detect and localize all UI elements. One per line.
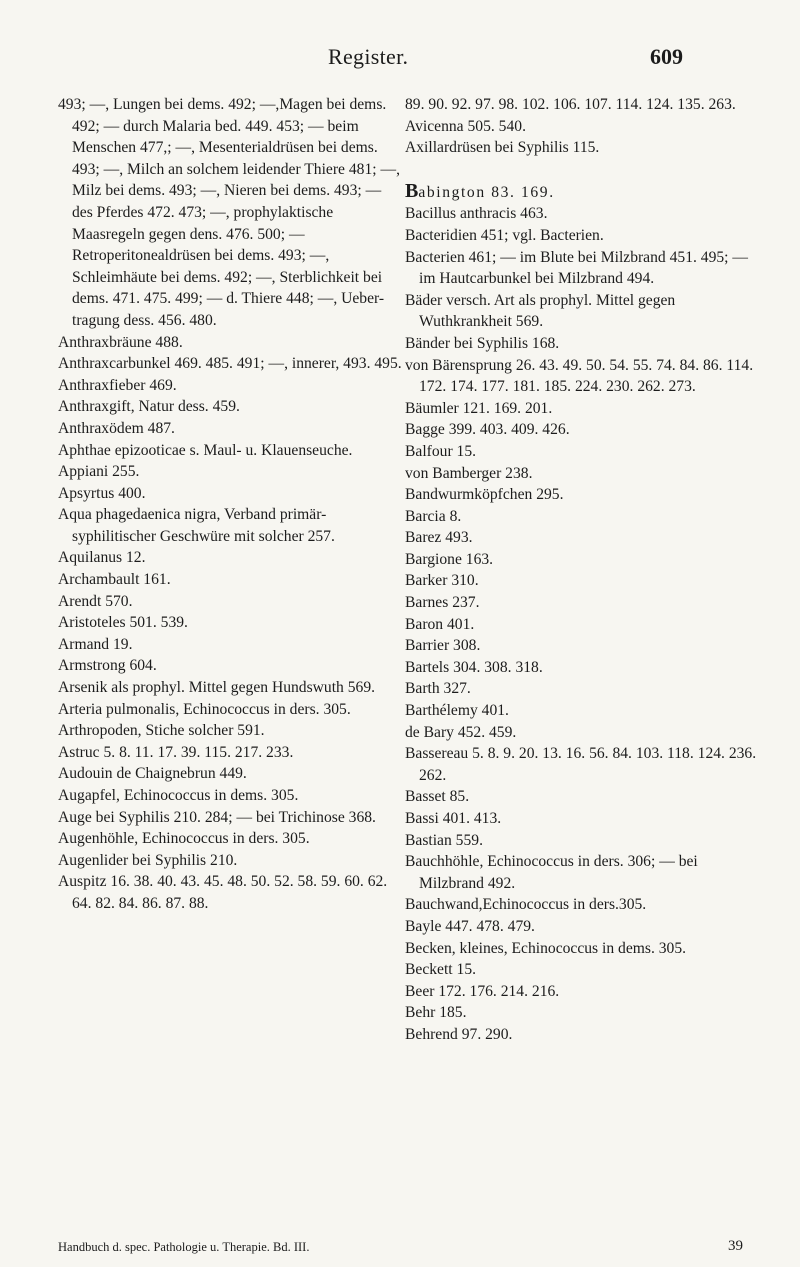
index-entry: Bänder bei Syphilis 168. xyxy=(405,334,560,352)
index-entry: Barcia 8. xyxy=(405,507,462,525)
index-entry: Bassi 401. 413. xyxy=(405,810,502,827)
index-entry: Bastian 559. xyxy=(405,831,483,849)
page-footer xyxy=(58,1240,758,1255)
index-entry: de Bary 452. 459. xyxy=(405,723,517,741)
index-entry: Bäder versch. Art als prophyl. Mittel gegen Wuthkrankheit 569. xyxy=(405,291,676,331)
index-entry: von Bärensprung 26. 43. 49. 50. 54. 55. 74. 84. 86. 114. 172. 174. 177. 181. 185. 224. 230. 262. 273. xyxy=(405,356,754,396)
index-entry: Barthélemy 401. xyxy=(405,702,509,720)
index-entry: Auge bei Syphilis 210. 284; — bei Trichinose 368. xyxy=(58,808,376,826)
index-entry: Behr 185. xyxy=(405,1004,467,1022)
index-entry: Beer 172. 176. 214. 216. xyxy=(405,982,560,1000)
index-entry: Augenlider bei Syphilis 210. xyxy=(58,851,238,869)
index-entry: Anthraxgift, Natur dess. 459. xyxy=(58,398,240,416)
index-entry: Barker 310. xyxy=(405,572,479,590)
index-entry: Aristoteles 501. 539. xyxy=(58,614,188,632)
running-title: Register. xyxy=(328,44,409,69)
page-number: 609 xyxy=(650,44,683,69)
index-entry: Aquilanus 12. xyxy=(58,549,146,567)
index-entry: Bagge 399. 403. 409. 426. xyxy=(405,421,570,439)
index-entry: Aphthae epizooticae s. Maul- u. Klauenseuche. xyxy=(58,441,353,459)
index-entry: Bäumler 121. 169. 201. xyxy=(405,399,553,417)
index-entry: Augapfel, Echinococcus in dems. 305. xyxy=(58,787,299,804)
index-entry: Bacillus anthracis 463. xyxy=(405,205,548,223)
index-entry: Bauchhöhle, Echinococcus in ders. 306; — bei Milzbrand 492. xyxy=(405,853,698,892)
footer-imprint: Handbuch d. spec. Pathologie u. Therapie. Bd. III. xyxy=(58,1240,310,1254)
index-entry: Armstrong 604. xyxy=(58,657,157,675)
index-entry: Barrier 308. xyxy=(405,637,481,655)
index-entry: Bacterien 461; — im Blute bei Milzbrand 451. 495; — im Hautcarbunkel bei Milzbrand 494. xyxy=(405,248,749,288)
index-entry: Arthropoden, Stiche solcher 591. xyxy=(58,722,265,740)
index-entry: Bayle 447. 478. 479. xyxy=(405,917,535,935)
index-entry: Armand 19. xyxy=(58,635,133,653)
index-entry: Arendt 570. xyxy=(58,592,133,610)
index-entry: Bauchwand,Echinococcus in ders.305. xyxy=(405,896,647,914)
index-entry: Auspitz 16. 38. 40. 43. 45. 48. 50. 52. 58. 59. 60. 62. 64. 82. 84. 86. 87. 88. xyxy=(58,873,388,912)
index-entry: Anthraxbräune 488. xyxy=(58,333,183,351)
index-entry: Anthraxcarbunkel 469. 485. 491; —, innerer, 493. 495. xyxy=(58,355,402,373)
index-entry: 493; —, Lungen bei dems. 492; —,Magen bei dems. 492; — durch Malaria bed. 449. 453; — beim Menschen 477,; —, Mesenterialdrüsen bei dems. 493; —, Milch an solchem leidender Thiere 481; —, Milz bei dems. 493; —, Nieren bei dems. 493; — des Pferdes 472. 473; —, prophylaktische Maasregeln gegen dens. 476. 500; — Retroperitonealdrüsen bei dems. 493; —, Schleimhäute bei dems. 492; —, Sterblichkeit bei dems. 471. 475. 499; — d. Thiere 448; —, Ueber-tragung dess. 456. 480. xyxy=(58,96,400,329)
index-entry: Becken, kleines, Echinococcus in dems. 305. xyxy=(405,939,687,957)
index-entry: Bandwurmköpfchen 295. xyxy=(405,486,564,504)
index-entry: Baron 401. xyxy=(405,615,475,633)
index-entry: Axillardrüsen bei Syphilis 115. xyxy=(405,139,600,157)
index-entry: von Bamberger 238. xyxy=(405,464,533,482)
index-entry: Astruc 5. 8. 11. 17. 39. 115. 217. 233. xyxy=(58,743,294,761)
index-entry: Balfour 15. xyxy=(405,442,477,460)
index-entry: Audouin de Chaignebrun 449. xyxy=(58,765,247,783)
index-entry: Basset 85. xyxy=(405,788,470,806)
index-entry: Barth 327. xyxy=(405,680,471,698)
right-column xyxy=(405,94,760,1046)
section-gap xyxy=(405,159,760,181)
page-header xyxy=(0,44,800,74)
index-entry: Arteria pulmonalis, Echinococcus in ders. 305. xyxy=(58,700,351,718)
index-entry: Barez 493. xyxy=(405,529,473,547)
index-entry: Anthraxfieber 469. xyxy=(58,376,177,394)
index-entry: Bassereau 5. 8. 9. 20. 13. 16. 56. 84. 103. 118. 124. 236. 262. xyxy=(405,745,757,784)
index-entry: Aqua phagedaenica nigra, Verband primär-syphilitischer Geschwüre mit solcher 257. xyxy=(58,506,335,545)
section-initial: B xyxy=(405,179,419,202)
index-entry: Archambault 161. xyxy=(58,571,171,589)
index-entry: Avicenna 505. 540. xyxy=(405,117,526,135)
index-entry: Beckett 15. xyxy=(405,961,477,979)
sheet-number: 39 xyxy=(728,1238,743,1254)
index-entry: Augenhöhle, Echinococcus in ders. 305. xyxy=(58,830,310,848)
index-entry-babington: Babington 83. 169. xyxy=(405,179,555,202)
index-entry: Bacteridien 451; vgl. Bacterien. xyxy=(405,226,604,244)
index-entry: Appiani 255. xyxy=(58,463,140,481)
index-entry: Barnes 237. xyxy=(405,594,480,612)
index-entry: Anthraxödem 487. xyxy=(58,419,175,437)
index-entry: Arsenik als prophyl. Mittel gegen Hundswuth 569. xyxy=(58,679,376,697)
index-entry: Bartels 304. 308. 318. xyxy=(405,658,543,676)
left-column xyxy=(58,94,403,915)
index-entry: Behrend 97. 290. xyxy=(405,1025,513,1043)
index-entry: Apsyrtus 400. xyxy=(58,484,146,502)
index-entry: 89. 90. 92. 97. 98. 102. 106. 107. 114. 124. 135. 263. xyxy=(405,96,736,113)
index-entry: Bargione 163. xyxy=(405,550,494,568)
